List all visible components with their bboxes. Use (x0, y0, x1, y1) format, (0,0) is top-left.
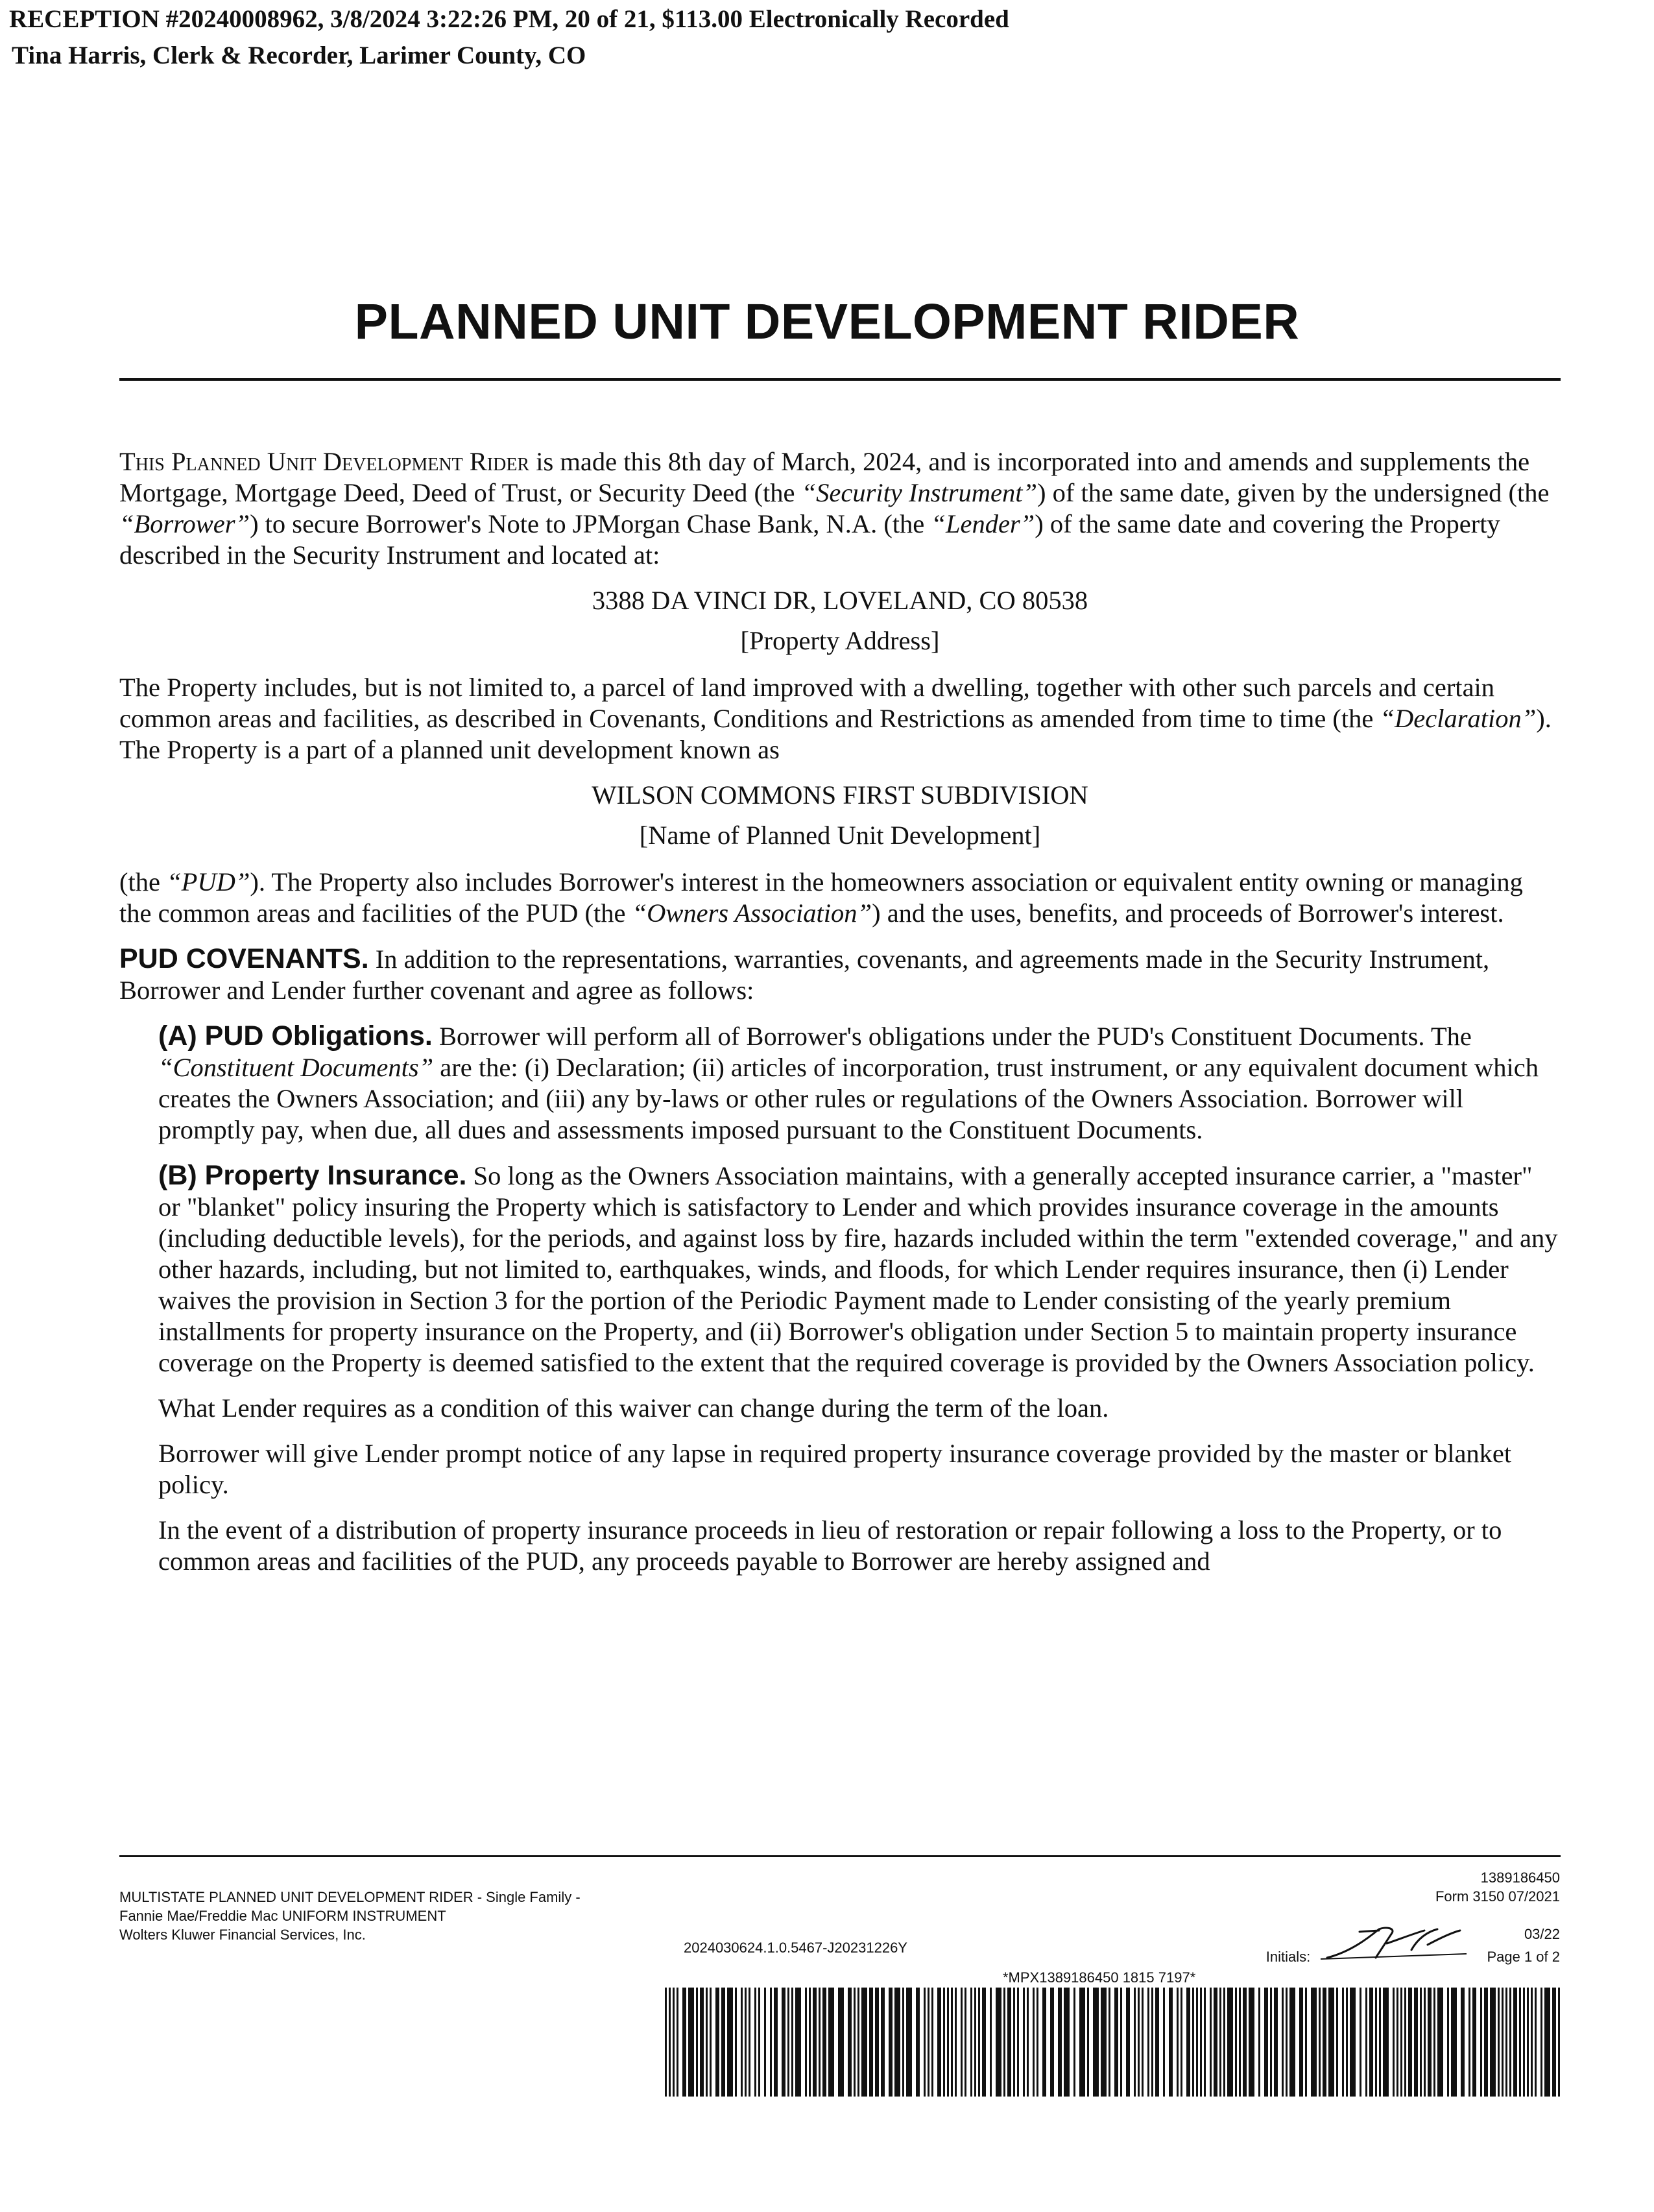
barcode-bar (1186, 1988, 1190, 2097)
barcode-bar (665, 1988, 667, 2097)
footer-loan-number: 1389186450 (1480, 1869, 1560, 1886)
recording-line-2: Tina Harris, Clerk & Recorder, Larimer County, CO (12, 42, 586, 69)
barcode-bar (1093, 1988, 1099, 2097)
barcode-bar (1552, 1988, 1556, 2097)
section-b-heading: (B) Property Insurance. (158, 1160, 467, 1191)
title-divider (119, 378, 1561, 381)
footer-revision: 03/22 (1524, 1926, 1560, 1942)
barcode-bar (1408, 1988, 1412, 2097)
barcode-bar (1126, 1988, 1130, 2097)
barcode-bar (749, 1988, 750, 2097)
barcode-bar (1087, 1988, 1089, 2097)
barcode-bar (861, 1988, 867, 2097)
barcode-bar (1223, 1988, 1225, 2097)
barcode-bar (1379, 1988, 1381, 2097)
barcode-bar (1027, 1988, 1029, 2097)
barcode-bar (1219, 1988, 1221, 2097)
barcode-bar (889, 1988, 893, 2097)
barcode-bar (1286, 1988, 1288, 2097)
barcode-bar (677, 1988, 678, 2097)
barcode-bar (1007, 1988, 1011, 2097)
barcode-bar (1264, 1988, 1268, 2097)
barcode-bar (1073, 1988, 1075, 2097)
barcode-bar (1447, 1988, 1449, 2097)
barcode-bar (937, 1988, 941, 2097)
barcode-bar (1535, 1988, 1537, 2097)
barcode-bar (1527, 1988, 1529, 2097)
barcode-bar (1163, 1988, 1165, 2097)
barcode-bar (1480, 1988, 1482, 2097)
barcode-bar (1328, 1988, 1334, 2097)
barcode-bar (1064, 1988, 1070, 2097)
barcode-bar (1282, 1988, 1284, 2097)
barcode-bar (894, 1988, 900, 2097)
barcode-bar (1013, 1988, 1015, 2097)
barcode-bar (1192, 1988, 1194, 2097)
section-b-paragraph-3: Borrower will give Lender prompt notice of any lapse in required property insurance coverage provided by the master or blanket policy. (158, 1439, 1512, 1499)
barcode-bar (1227, 1988, 1233, 2097)
barcode-bar (1336, 1988, 1338, 2097)
barcode-bar (996, 1988, 1001, 2097)
recording-stamp (9, 1, 1009, 74)
footer-divider (119, 1855, 1561, 1857)
barcode-bar (1461, 1988, 1465, 2097)
barcode-bar (1101, 1988, 1107, 2097)
barcode-bar (706, 1988, 708, 2097)
intro-lead: This Planned Unit Development Rider (119, 447, 530, 476)
barcode-bar (1404, 1988, 1406, 2097)
property-address-label: [Property Address] (740, 626, 940, 655)
barcode-bar (1181, 1988, 1182, 2097)
barcode-bar (795, 1988, 801, 2097)
barcode-bar (782, 1988, 785, 2097)
covenants-paragraph: PUD COVENANTS. In addition to the representations, warranties, covenants, and agreements made in the Security Instrument, Borrower and Lender further covenant and agree as follows: (119, 943, 1490, 1005)
footer-line-1: MULTISTATE PLANNED UNIT DEVELOPMENT RIDER - Single Family - (119, 1889, 581, 1905)
footer-document-code: 2024030624.1.0.5467-J20231226Y (684, 1940, 907, 1956)
barcode-bar (682, 1988, 686, 2097)
barcode-bar (928, 1988, 929, 2097)
barcode-bar (1544, 1988, 1550, 2097)
barcode-bar (961, 1988, 963, 2097)
barcode-bar (1079, 1988, 1085, 2097)
barcode-bar (854, 1988, 856, 2097)
section-a-heading: (A) PUD Obligations. (158, 1020, 433, 1052)
barcode-bar (1490, 1988, 1496, 2097)
barcode-bar (974, 1988, 976, 2097)
barcode-bar (735, 1988, 737, 2097)
barcode-bar (669, 1988, 671, 2097)
barcode-bar (1311, 1988, 1317, 2097)
barcode-bar (1342, 1988, 1344, 2097)
barcode-bar (758, 1988, 760, 2097)
barcode-bar (1523, 1988, 1525, 2097)
barcode-bar (1042, 1988, 1046, 2097)
barcode-bar (1502, 1988, 1504, 2097)
barcode-bar (1350, 1988, 1356, 2097)
barcode-bar (1519, 1988, 1521, 2097)
barcode-bar (1299, 1988, 1303, 2097)
barcode-bar (1204, 1988, 1206, 2097)
barcode-bar (1484, 1988, 1488, 2097)
barcode-bar (1396, 1988, 1398, 2097)
barcode-bar (1274, 1988, 1278, 2097)
barcode-bar (1414, 1988, 1418, 2097)
barcode-bar (1468, 1988, 1470, 2097)
footer-line-2: Fannie Mae/Freddie Mac UNIFORM INSTRUMENT (119, 1908, 446, 1924)
barcode-image (665, 1988, 1560, 2097)
barcode-bar (791, 1988, 793, 2097)
barcode-bar (924, 1988, 926, 2097)
barcode-bar (822, 1988, 826, 2097)
barcode-bar (1033, 1988, 1035, 2097)
term-lender: “Lender” (931, 509, 1035, 538)
barcode-bar (916, 1988, 920, 2097)
barcode-bar (1437, 1988, 1443, 2097)
barcode-bar (1420, 1988, 1422, 2097)
barcode-bar (1200, 1988, 1202, 2097)
barcode-bar (745, 1988, 747, 2097)
barcode-bar (828, 1988, 834, 2097)
barcode-bar (770, 1988, 772, 2097)
barcode-bar (715, 1988, 719, 2097)
barcode-bar (764, 1988, 766, 2097)
barcode-bar (906, 1988, 912, 2097)
barcode-bar (1134, 1988, 1136, 2097)
barcode-bar (1323, 1988, 1326, 2097)
section-b-paragraph-4: In the event of a distribution of property insurance proceeds in lieu of restoration or repair following a loss to the Property, or to common areas and facilities of the PUD, any proceeds payable to Borrower are hereby assigned and (158, 1515, 1502, 1576)
page-number: Page 1 of 2 (1487, 1949, 1560, 1965)
barcode-bar (1360, 1988, 1361, 2097)
barcode-bar (1365, 1988, 1367, 2097)
barcode-bar (970, 1988, 972, 2097)
barcode-bar (902, 1988, 904, 2097)
barcode-bar (869, 1988, 873, 2097)
pud-paragraph: (the “PUD”). The Property also includes Borrower's interest in the homeowners association or equivalent entity owning or managing the common areas and facilities of the PUD (the “Owners Association”) and the uses, benefits, and proceeds of Borrower's interest. (119, 867, 1523, 928)
barcode-bar (1109, 1988, 1110, 2097)
footer-form: Form 3150 07/2021 (1435, 1888, 1560, 1905)
footer-line-3: Wolters Kluwer Financial Services, Inc. (119, 1927, 366, 1943)
barcode-bar (1498, 1988, 1500, 2097)
barcode-bar (1210, 1988, 1212, 2097)
section-b: (B) Property Insurance. So long as the Owners Association maintains, with a generally accepted insurance carrier, a "master" or "blanket" policy insuring the Property which is satisfactory to Lender and which provides insurance coverage in the amounts (including deductible levels), for the periods, and against loss by fire, hazards included within the term "extended coverage," and any other hazards, including, but not limited to, earthquakes, winds, and floods, for which Lender requires insurance, then (i) Lender waives the provision in Section 3 for the portion of the Periodic Payment made to Lender consisting of the yearly premium installments for property insurance on the Property, and (ii) Borrower's obligation under Section 5 to maintain property insurance coverage on the Property is deemed satisfied to the extent that the required coverage is provided by the Owners Association policy. (158, 1160, 1558, 1377)
barcode-bar (1243, 1988, 1247, 2097)
barcode-bar (754, 1988, 756, 2097)
barcode-bar (1400, 1988, 1402, 2097)
barcode-bar (1147, 1988, 1149, 2097)
property-address: 3388 DA VINCI DR, LOVELAND, CO 80538 (592, 586, 1088, 615)
barcode-bar (1177, 1988, 1179, 2097)
barcode-bar (727, 1988, 733, 2097)
barcode-bar (848, 1988, 852, 2097)
barcode-bar (1138, 1988, 1140, 2097)
barcode-caption: *MPX1389186450 1815 7197* (1003, 1969, 1196, 1986)
barcode-bar (965, 1988, 966, 2097)
barcode-bar (1428, 1988, 1432, 2097)
barcode-bar (1346, 1988, 1348, 2097)
barcode-bar (774, 1988, 778, 2097)
barcode-bar (1451, 1988, 1457, 2097)
barcode-bar (696, 1988, 698, 2097)
term-owners-association: “Owners Association” (632, 898, 872, 928)
covenants-heading: PUD COVENANTS. (119, 943, 369, 974)
barcode-bar (1270, 1988, 1272, 2097)
barcode-bar (1433, 1988, 1435, 2097)
barcode-bar (1017, 1988, 1019, 2097)
document-title: PLANNED UNIT DEVELOPMENT RIDER (354, 294, 1300, 350)
barcode-bar (1513, 1988, 1517, 2097)
barcode-bar (1120, 1988, 1122, 2097)
barcode-bar (1472, 1988, 1476, 2097)
barcode-bar (1531, 1988, 1533, 2097)
barcode-bar (1003, 1988, 1005, 2097)
intro-paragraph: This Planned Unit Development Rider is made this 8th day of March, 2024, and is incorporated into and amends and supplements the Mortgage, Mortgage Deed, Deed of Trust, or Security Deed (the “Security Instrument”) of the same date, given by the undersigned (the “Borrower”) to secure Borrower's Note to JPMorgan Chase Bank, N.A. (the “Lender”) of the same date and covering the Property described in the Security Instrument and located at: (119, 447, 1550, 570)
barcode-bar (857, 1988, 859, 2097)
barcode-bar (1142, 1988, 1144, 2097)
section-b-paragraph-2: What Lender requires as a condition of this waiver can change during the term of the loan. (158, 1393, 1109, 1423)
barcode-bar (1239, 1988, 1241, 2097)
barcode-bar (1249, 1988, 1254, 2097)
barcode-bar (943, 1988, 945, 2097)
barcode-bar (990, 1988, 992, 2097)
barcode-bar (1196, 1988, 1198, 2097)
barcode-bar (1114, 1988, 1118, 2097)
barcode-bar (673, 1988, 675, 2097)
footer-form-info (119, 1888, 581, 1944)
barcode-bar (838, 1988, 844, 2097)
term-pud: “PUD” (167, 867, 250, 896)
barcode-bar (787, 1988, 789, 2097)
term-declaration: “Declaration” (1380, 704, 1537, 733)
barcode-bar (982, 1988, 986, 2097)
barcode-bar (1424, 1988, 1426, 2097)
barcode-bar (688, 1988, 694, 2097)
section-a: (A) PUD Obligations. Borrower will perform all of Borrower's obligations under the PUD's Constituent Documents. The “Constituent Documents” are the: (i) Declaration; (ii) articles of incorporation, trust instrument, or any equivalent document which creates the Owners Association; and (iii) any by-laws or other rules or regulations of the Owners Association. Borrower will promptly pay, when due, all dues and assessments imposed pursuant to the Constituent Documents. (158, 1020, 1539, 1144)
barcode-bar (1155, 1988, 1159, 2097)
barcode-bar (813, 1988, 817, 2097)
barcode-bar (1540, 1988, 1542, 2097)
barcode-bar (1558, 1988, 1560, 2097)
barcode-bar (1305, 1988, 1307, 2097)
barcode-bar (875, 1988, 879, 2097)
barcode-bar (1369, 1988, 1373, 2097)
barcode-bar (951, 1988, 953, 2097)
document-body (119, 446, 1561, 1591)
barcode-bar (947, 1988, 949, 2097)
barcode-bar (1023, 1988, 1025, 2097)
barcode-bar (1319, 1988, 1321, 2097)
barcode-bar (1050, 1988, 1054, 2097)
barcode-bar (955, 1988, 957, 2097)
barcode-bar (721, 1988, 725, 2097)
barcode-bar (1037, 1988, 1038, 2097)
term-security-instrument: “Security Instrument” (801, 478, 1037, 507)
barcode-bar (1151, 1988, 1153, 2097)
pud-name-label: [Name of Planned Unit Development] (639, 821, 1041, 850)
barcode-bar (819, 1988, 821, 2097)
barcode-bar (809, 1988, 811, 2097)
barcode-bar (700, 1988, 704, 2097)
barcode-bar (1169, 1988, 1173, 2097)
barcode-bar (741, 1988, 743, 2097)
barcode-bar (1235, 1988, 1237, 2097)
barcode-bar (805, 1988, 807, 2097)
term-constituent-documents: “Constituent Documents” (158, 1053, 434, 1082)
barcode-bar (1375, 1988, 1377, 2097)
barcode-bar (1383, 1988, 1389, 2097)
barcode-bar (1393, 1988, 1395, 2097)
initials-signature (1314, 1940, 1483, 1966)
barcode-bar (978, 1988, 980, 2097)
property-paragraph: The Property includes, but is not limited to, a parcel of land improved with a dwelling, together with other such parcels and certain common areas and facilities, as described in Covenants, Conditions and Restrictions as amended from time to time (the “Declaration”). The Property is a part of a planned unit development known as (119, 673, 1552, 764)
barcode-bar (1505, 1988, 1507, 2097)
barcode-bar (1509, 1988, 1511, 2097)
recording-line-1: RECEPTION #20240008962, 3/8/2024 3:22:26 PM, 20 of 21, $113.00 Electronically Recorded (9, 5, 1009, 33)
barcode-bar (1058, 1988, 1062, 2097)
barcode-bar (710, 1988, 712, 2097)
barcode-bar (881, 1988, 885, 2097)
pud-name: WILSON COMMONS FIRST SUBDIVISION (592, 780, 1088, 810)
barcode-bar (1258, 1988, 1260, 2097)
footer-initials-row (1266, 1940, 1560, 1966)
initials-label: Initials: (1265, 1949, 1311, 1965)
barcode-bar (931, 1988, 933, 2097)
term-borrower: “Borrower” (119, 509, 250, 538)
barcode-bar (1214, 1988, 1217, 2097)
barcode-bar (1289, 1988, 1295, 2097)
